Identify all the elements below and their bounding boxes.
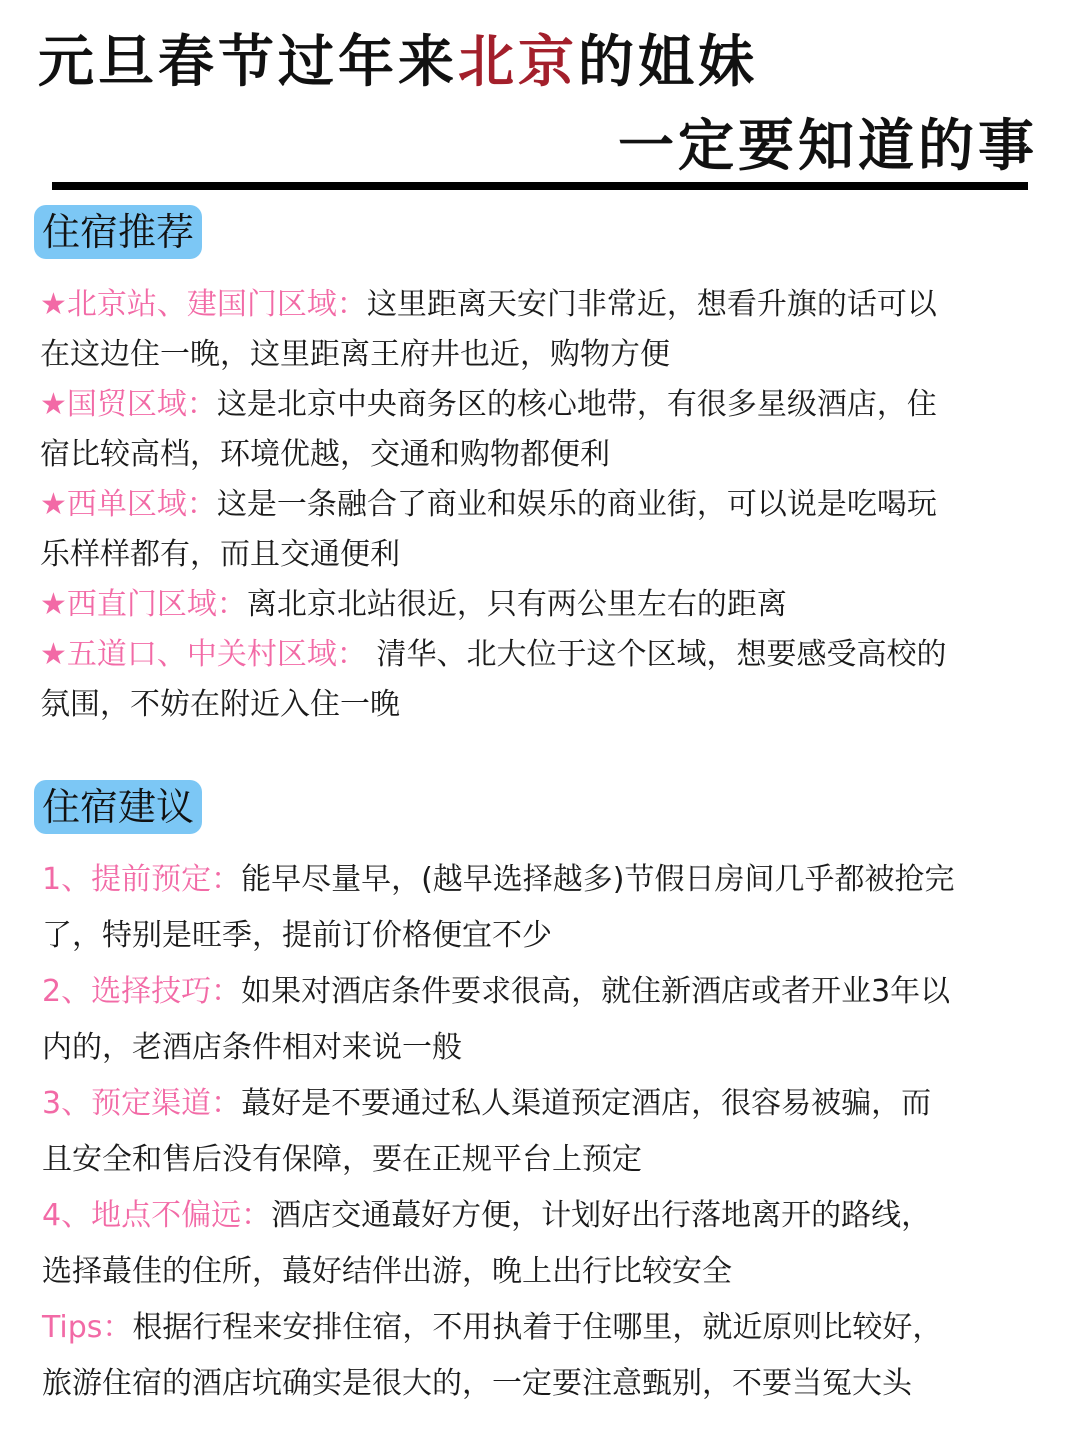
- item-text: 这是北京中央商务区的核心地带，有很多星级酒店，住: [216, 387, 937, 422]
- item-label: 3、预定渠道：: [42, 1086, 242, 1121]
- item-text: 离北京北站很近，只有两公里左右的距离: [246, 587, 787, 622]
- advice-item: [42, 852, 1052, 964]
- advice-item: [42, 1188, 1052, 1300]
- item-label: ★五道口、中关村区域：: [40, 637, 367, 672]
- recommendation-item: [40, 280, 1050, 380]
- title-line-1: [38, 28, 758, 98]
- item-text-continued: 选择蕞佳的住所，蕞好结伴出游，晚上出行比较安全: [42, 1254, 732, 1289]
- item-line: [40, 480, 1050, 530]
- recommendation-item: [40, 630, 1050, 730]
- item-text: 根据行程来安排住宿，不用执着于住哪里，就近原则比较好，: [132, 1310, 943, 1345]
- item-line: [42, 1300, 1052, 1356]
- item-label: 1、提前预定：: [42, 862, 242, 897]
- recommendation-item: [40, 480, 1050, 580]
- item-text-continued: 且安全和售后没有保障，要在正规平台上预定: [42, 1142, 642, 1177]
- item-label: 4、地点不偏远：: [42, 1198, 272, 1233]
- section-title-advice: 住宿建议: [34, 780, 202, 834]
- section-title-recommendations: 住宿推荐: [34, 205, 202, 259]
- item-line: [40, 380, 1050, 430]
- item-text: 蕞好是不要通过私人渠道预定酒店，很容易被骗，而: [241, 1086, 932, 1121]
- item-line: [42, 852, 1052, 908]
- item-text-continued: 在这边住一晚，这里距离王府井也近，购物方便: [40, 337, 670, 372]
- recommendation-item: [40, 580, 1050, 630]
- advice-item: [42, 1076, 1052, 1188]
- item-text: 清华、北大位于这个区域，想要感受高校的: [366, 637, 947, 672]
- title-post: 的姐妹: [578, 30, 758, 95]
- item-text-continued: 氛围，不妨在附近入住一晚: [40, 687, 400, 722]
- item-label: ★北京站、建国门区域：: [40, 287, 367, 322]
- item-line: [40, 630, 1050, 680]
- item-line: [42, 964, 1052, 1020]
- item-text: 酒店交通蕞好方便，计划好出行落地离开的路线，: [271, 1198, 932, 1233]
- item-line: [40, 280, 1050, 330]
- tips-item: [42, 1300, 1052, 1412]
- title-accent: 北京: [458, 30, 578, 95]
- advice-item: [42, 964, 1052, 1076]
- item-text: 这是一条融合了商业和娱乐的商业街，可以说是吃喝玩: [216, 487, 937, 522]
- item-text-continued: 旅游住宿的酒店坑确实是很大的，一定要注意甄别，不要当冤大头: [42, 1366, 912, 1401]
- item-line: [40, 580, 1050, 630]
- title-divider: [52, 182, 1028, 190]
- item-line: [42, 1188, 1052, 1244]
- item-text-continued: 内的，老酒店条件相对来说一般: [42, 1030, 462, 1065]
- item-text-continued: 乐样样都有，而且交通便利: [40, 537, 400, 572]
- item-text-continued: 宿比较高档，环境优越，交通和购物都便利: [40, 437, 610, 472]
- item-label: 2、选择技巧：: [42, 974, 242, 1009]
- title-line-2: 一定要知道的事: [618, 114, 1038, 179]
- item-line: [42, 1076, 1052, 1132]
- item-text: 如果对酒店条件要求很高，就住新酒店或者开业3年以: [241, 974, 951, 1009]
- item-label: ★西直门区域：: [40, 587, 247, 622]
- title-pre: 元旦春节过年来: [38, 30, 458, 95]
- recommendation-item: [40, 380, 1050, 480]
- item-label: ★西单区域：: [40, 487, 217, 522]
- item-label: ★国贸区域：: [40, 387, 217, 422]
- item-label: Tips：: [42, 1310, 133, 1345]
- item-text-continued: 了，特别是旺季，提前订价格便宜不少: [42, 918, 552, 953]
- item-text: 能早尽量早，(越早选择越多)节假日房间几乎都被抢完: [241, 862, 955, 897]
- item-text: 这里距离天安门非常近，想看升旗的话可以: [366, 287, 937, 322]
